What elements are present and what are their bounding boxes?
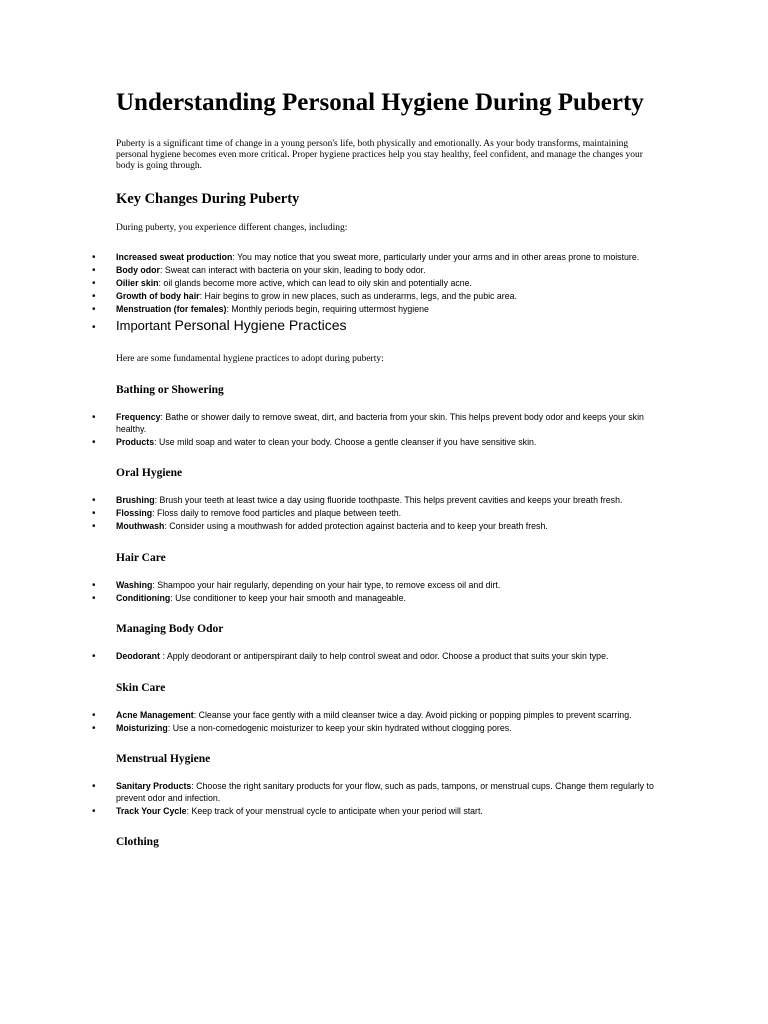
bullet-icon: • bbox=[92, 805, 96, 817]
list-item: • Body odor: Sweat can interact with bacteria on your skin, leading to body odor. bbox=[92, 265, 426, 276]
bullet-icon: • bbox=[92, 252, 96, 263]
list-item-practices-heading: • Important Personal Hygiene Practices bbox=[116, 317, 656, 334]
list-item: • Flossing: Floss daily to remove food particles and plaque between teeth. bbox=[92, 508, 402, 519]
list-item: • Mouthwash: Consider using a mouthwash for added protection against bacteria and to keep your breath fresh. bbox=[92, 521, 548, 532]
bathing-list bbox=[92, 412, 656, 448]
section-heading-key-changes: Key Changes During Puberty bbox=[116, 191, 300, 207]
subsection-heading-skin: Skin Care bbox=[116, 681, 166, 694]
subsection-heading-hair: Hair Care bbox=[116, 551, 166, 564]
bullet-icon: • bbox=[92, 651, 96, 662]
subsection-heading-body-odor: Managing Body Odor bbox=[116, 623, 224, 635]
bullet-icon: • bbox=[92, 579, 96, 591]
key-changes-list bbox=[92, 252, 656, 334]
intro-paragraph: Puberty is a significant time of change in a young person's life, both physically and emotionally. As your body transforms, maintaining personal hygiene becomes even more critical. Proper hygiene practices help you stay healthy, feel confident, and manage the changes your body is going through. bbox=[116, 139, 643, 171]
subsection-heading-oral: Oral Hygiene bbox=[116, 467, 183, 479]
bullet-icon: • bbox=[92, 278, 96, 289]
subsection-heading-menstrual: Menstrual Hygiene bbox=[116, 753, 211, 765]
bullet-icon: • bbox=[92, 322, 96, 333]
bullet-icon: • bbox=[92, 521, 96, 532]
bullet-icon: • bbox=[92, 592, 96, 604]
bullet-icon: • bbox=[92, 709, 96, 721]
bullet-icon: • bbox=[92, 508, 96, 519]
list-item: • Sanitary Products: Choose the right sanitary products for your flow, such as pads, tampons, or menstrual cups. Change them regularly to prevent odor and infection. bbox=[92, 781, 654, 803]
subsection-heading-clothing: Clothing bbox=[116, 836, 159, 848]
list-item: • Acne Management: Cleanse your face gently with a mild cleanser twice a day. Avoid picking or popping pimples to prevent scarring. bbox=[92, 709, 632, 721]
list-item: • Brushing: Brush your teeth at least twice a day using fluoride toothpaste. This helps prevent cavities and keeps your breath fresh. bbox=[92, 495, 623, 506]
list-item: • Menstruation (for females): Monthly periods begin, requiring uttermost hygiene bbox=[92, 304, 429, 315]
oral-list bbox=[92, 495, 656, 533]
list-item: • Moisturizing: Use a non-comedogenic moisturizer to keep your skin hydrated without clogging pores. bbox=[92, 722, 512, 734]
practices-lead: Here are some fundamental hygiene practices to adopt during puberty: bbox=[116, 354, 384, 364]
page-title: Understanding Personal Hygiene During Puberty bbox=[116, 89, 644, 116]
subsection-heading-bathing: Bathing or Showering bbox=[116, 384, 224, 396]
list-item: • Washing: Shampoo your hair regularly, depending on your hair type, to remove excess oil and dirt. bbox=[92, 579, 501, 591]
list-item: • Growth of body hair: Hair begins to grow in new places, such as underarms, legs, and the pubic area. bbox=[92, 291, 517, 302]
key-changes-lead: During puberty, you experience different changes, including: bbox=[116, 223, 348, 233]
bullet-icon: • bbox=[92, 291, 96, 302]
bullet-icon: • bbox=[92, 436, 96, 448]
body-odor-list bbox=[92, 651, 656, 663]
hair-list bbox=[92, 579, 656, 605]
bullet-icon: • bbox=[92, 495, 96, 506]
list-item: • Track Your Cycle: Keep track of your menstrual cycle to anticipate when your period will start. bbox=[92, 805, 483, 817]
bullet-icon: • bbox=[92, 304, 96, 315]
document-content bbox=[92, 88, 656, 864]
list-item: • Frequency: Bathe or shower daily to remove sweat, dirt, and bacteria from your skin. This helps prevent body odor and keeps your skin healthy. bbox=[92, 412, 644, 434]
bullet-icon: • bbox=[92, 265, 96, 276]
list-item: • Increased sweat production: You may notice that you sweat more, particularly under your arms and in other areas prone to moisture. bbox=[92, 252, 640, 263]
list-item: • Oilier skin: oil glands become more active, which can lead to oily skin and potentially acne. bbox=[92, 278, 472, 289]
menstrual-list bbox=[92, 781, 656, 817]
list-item: • Deodorant : Apply deodorant or antiperspirant daily to help control sweat and odor. Choose a product that suits your skin type. bbox=[92, 651, 609, 662]
bullet-icon: • bbox=[92, 412, 96, 423]
list-item: • Products: Use mild soap and water to clean your body. Choose a gentle cleanser if you have sensitive skin. bbox=[92, 436, 537, 448]
bullet-icon: • bbox=[92, 722, 96, 734]
skin-list bbox=[92, 709, 656, 735]
bullet-icon: • bbox=[92, 781, 96, 792]
list-item: • Conditioning: Use conditioner to keep your hair smooth and manageable. bbox=[92, 592, 406, 604]
